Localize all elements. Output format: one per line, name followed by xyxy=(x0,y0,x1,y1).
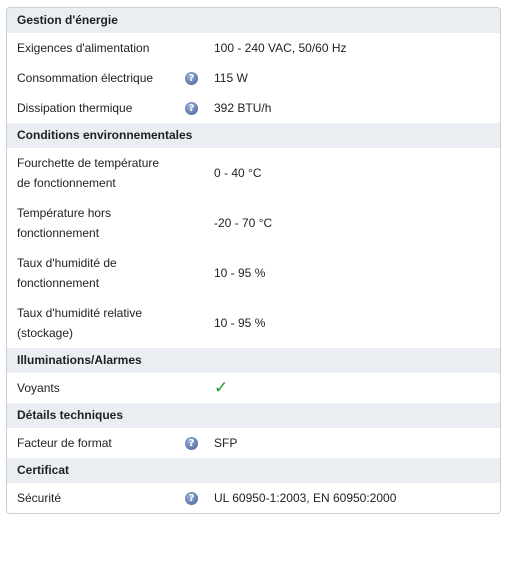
spec-row xyxy=(7,428,500,458)
section-header-certificat: Certificat xyxy=(7,458,500,483)
spec-row xyxy=(7,483,500,513)
spec-row xyxy=(7,198,500,248)
spec-row xyxy=(7,248,500,298)
spec-row xyxy=(7,93,500,123)
spec-row xyxy=(7,373,500,403)
spec-row xyxy=(7,298,500,348)
section-header-details-techniques: Détails techniques xyxy=(7,403,500,428)
spec-value: UL 60950-1:2003, EN 60950:2000 xyxy=(214,491,397,505)
spec-label: Facteur de format xyxy=(17,436,112,450)
spec-value: 10 - 95 % xyxy=(214,316,266,330)
spec-label: Taux d'humidité de fonctionnement xyxy=(17,256,117,290)
spec-value: 0 - 40 °C xyxy=(214,166,262,180)
spec-label: Voyants xyxy=(17,381,60,395)
help-icon[interactable]: ? xyxy=(185,492,198,505)
spec-value: 115 W xyxy=(214,71,248,85)
spec-label: Exigences d'alimentation xyxy=(17,41,150,55)
spec-value: SFP xyxy=(214,436,238,450)
spec-label: Dissipation thermique xyxy=(17,101,133,115)
spec-value: 10 - 95 % xyxy=(214,266,266,280)
spec-value: 100 - 240 VAC, 50/60 Hz xyxy=(214,41,347,55)
section-header-gestion-energie: Gestion d'énergie xyxy=(7,8,500,33)
section-header-conditions-environnementales: Conditions environnementales xyxy=(7,123,500,148)
spec-value: 392 BTU/h xyxy=(214,101,272,115)
spec-value xyxy=(214,378,500,398)
spec-label: Fourchette de température de fonctionnement xyxy=(17,156,160,190)
spec-row xyxy=(7,33,500,63)
spec-label: Taux d'humidité relative (stockage) xyxy=(17,306,143,340)
help-icon[interactable]: ? xyxy=(185,437,198,450)
spec-value: -20 - 70 °C xyxy=(214,216,273,230)
specifications-panel xyxy=(6,7,501,514)
help-icon[interactable]: ? xyxy=(185,72,198,85)
spec-label: Température hors fonctionnement xyxy=(17,206,112,240)
spec-label: Consommation électrique xyxy=(17,71,154,85)
spec-label: Sécurité xyxy=(17,491,62,505)
checkmark-icon: ✓ xyxy=(214,378,229,398)
section-header-illuminations-alarmes: Illuminations/Alarmes xyxy=(7,348,500,373)
spec-row xyxy=(7,63,500,93)
spec-row xyxy=(7,148,500,198)
help-icon[interactable]: ? xyxy=(185,102,198,115)
